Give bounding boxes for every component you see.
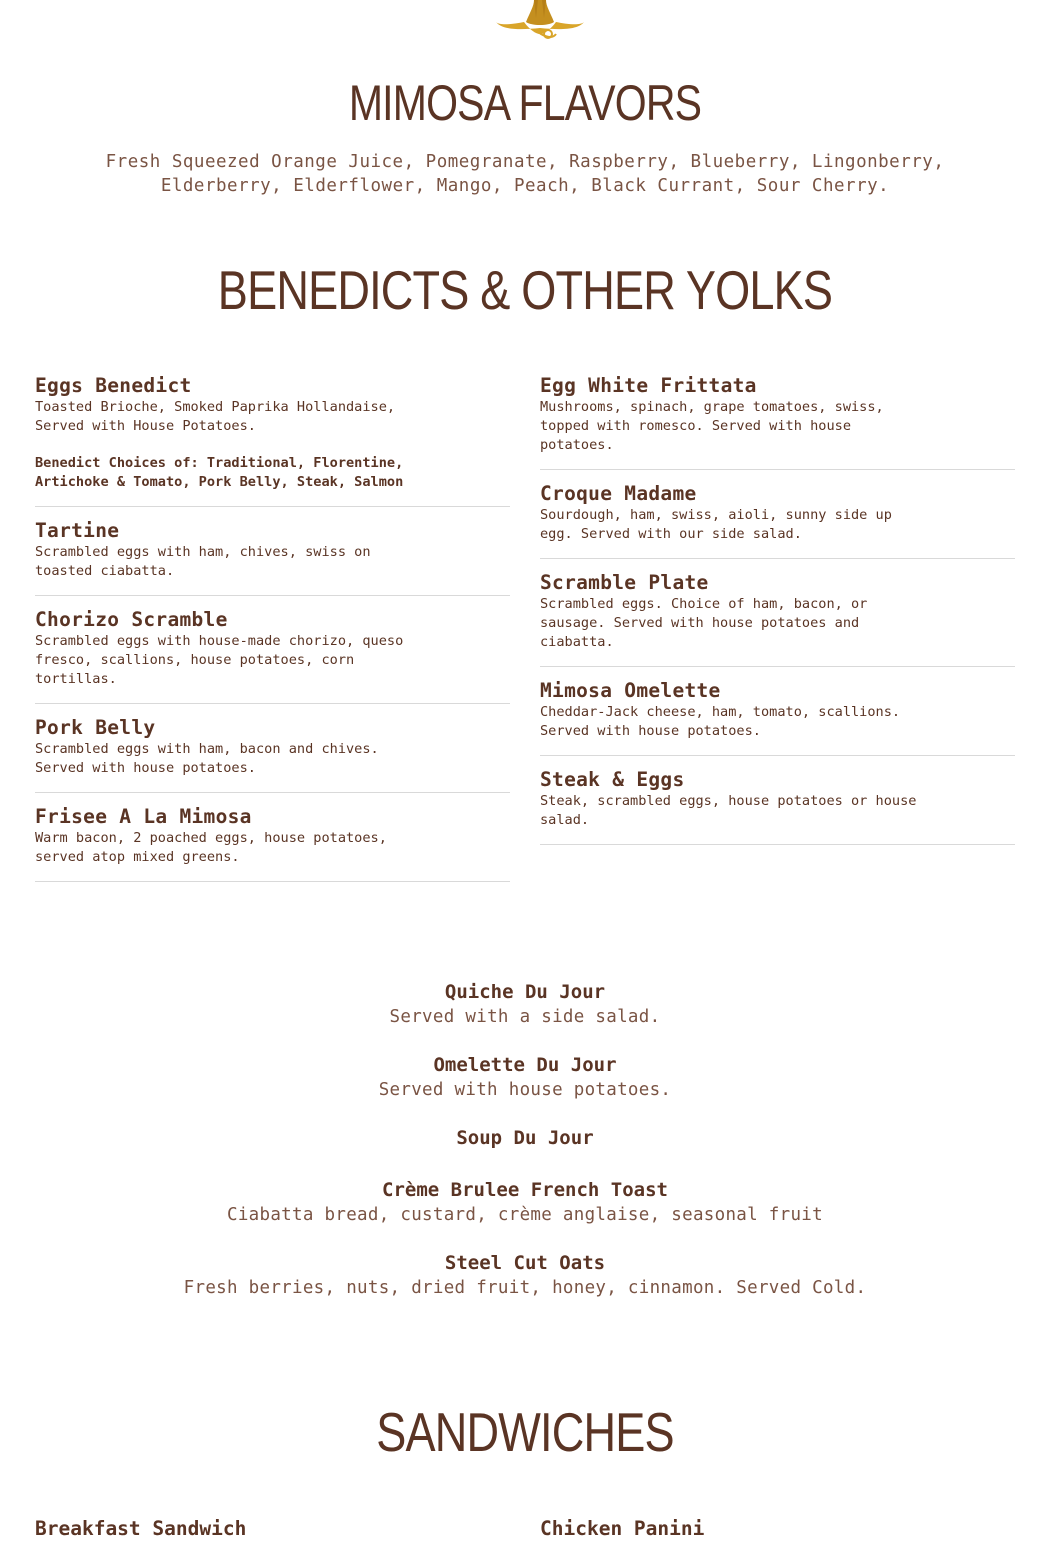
special-item-name: Steel Cut Oats (444, 1252, 606, 1274)
menu-item-description: Cheddar-Jack cheese, ham, tomato, scallions. Served with house potatoes. (540, 704, 901, 739)
menu-item-name: Pork Belly (35, 716, 156, 739)
special-item (0, 1126, 1050, 1150)
gold-bottle-logo-icon (490, 0, 590, 42)
sandwiches-title: SANDWICHES (376, 1401, 674, 1463)
menu-item-description: Mushrooms, spinach, grape tomatoes, swiss, topped with romesco. Served with house potatoes. (540, 399, 884, 453)
menu-item-description: Toasted Brioche, Smoked Paprika Hollandaise, Served with House Potatoes. (35, 399, 396, 434)
special-item-description: Fresh berries, nuts, dried fruit, honey, cinnamon. Served Cold. (183, 1278, 867, 1298)
menu-item-description: Scrambled eggs with ham, bacon and chives. Served with house potatoes. (35, 741, 379, 776)
special-item-description: Ciabatta bread, custard, crème anglaise, seasonal fruit (227, 1205, 823, 1225)
special-item (0, 1251, 1050, 1301)
menu-item (35, 521, 510, 596)
special-item-name: Crème Brulee French Toast (382, 1179, 668, 1201)
special-item-description: Served with house potatoes. (378, 1080, 672, 1100)
special-item (0, 980, 1050, 1030)
menu-item-description: Sourdough, ham, swiss, aioli, sunny side up egg. Served with our side salad. (540, 507, 892, 542)
menu-item (35, 610, 510, 704)
menu-item (35, 718, 510, 793)
menu-item-name: Steak & Eggs (540, 768, 685, 791)
menu-item-description: Warm bacon, 2 poached eggs, house potatoes, served atop mixed greens. (35, 830, 387, 865)
benedicts-title: BENEDICTS & OTHER YOLKS (217, 259, 833, 321)
menu-item (35, 376, 510, 507)
menu-item-description: Scrambled eggs with house-made chorizo, queso fresco, scallions, house potatoes, corn tortillas. (35, 633, 404, 687)
benedicts-right-column (540, 376, 1015, 859)
menu-item-name: Breakfast Sandwich (35, 1517, 247, 1540)
menu-item (540, 770, 1015, 845)
menu-item (35, 807, 510, 882)
menu-item-name: Eggs Benedict (35, 374, 192, 397)
menu-item-description: Steak, scrambled eggs, house potatoes or house salad. (540, 793, 917, 828)
menu-item-description: Scrambled eggs. Choice of ham, bacon, or sausage. Served with house potatoes and ciabatta. (540, 596, 868, 650)
menu-item (540, 376, 1015, 470)
menu-item-name: Tartine (35, 519, 120, 542)
special-item (0, 1053, 1050, 1103)
menu-item (540, 573, 1015, 667)
benedict-choices: Benedict Choices of: Traditional, Florentine, Artichoke & Tomato, Pork Belly, Steak, Salmon (35, 455, 404, 490)
special-item-name: Omelette Du Jour (433, 1054, 617, 1076)
menu-item (540, 484, 1015, 559)
menu-item-description: Scrambled eggs with ham, chives, swiss on toasted ciabatta. (35, 544, 371, 579)
mimosa-flavors-title: MIMOSA FLAVORS (348, 75, 702, 131)
menu-item-name: Croque Madame (540, 482, 697, 505)
menu-item-name: Mimosa Omelette (540, 679, 721, 702)
menu-item-name: Egg White Frittata (540, 374, 757, 397)
special-item-name: Quiche Du Jour (444, 981, 606, 1003)
mimosa-flavors-list: Fresh Squeezed Orange Juice, Pomegranate, Raspberry, Blueberry, Lingonberry, Elderberry, Elderflower, Mango, Peach, Black Currant, Sour Cherry. (105, 152, 945, 196)
special-item-name: Soup Du Jour (456, 1127, 594, 1149)
menu-item-name: Scramble Plate (540, 571, 709, 594)
benedicts-left-column (35, 376, 510, 896)
daily-specials (0, 980, 1050, 1324)
menu-item-name: Frisee A La Mimosa (35, 805, 252, 828)
menu-item-name: Chorizo Scramble (35, 608, 228, 631)
special-item-description: Served with a side salad. (389, 1007, 661, 1027)
special-item (0, 1178, 1050, 1228)
menu-item (540, 681, 1015, 756)
menu-item-name: Chicken Panini (540, 1517, 705, 1540)
